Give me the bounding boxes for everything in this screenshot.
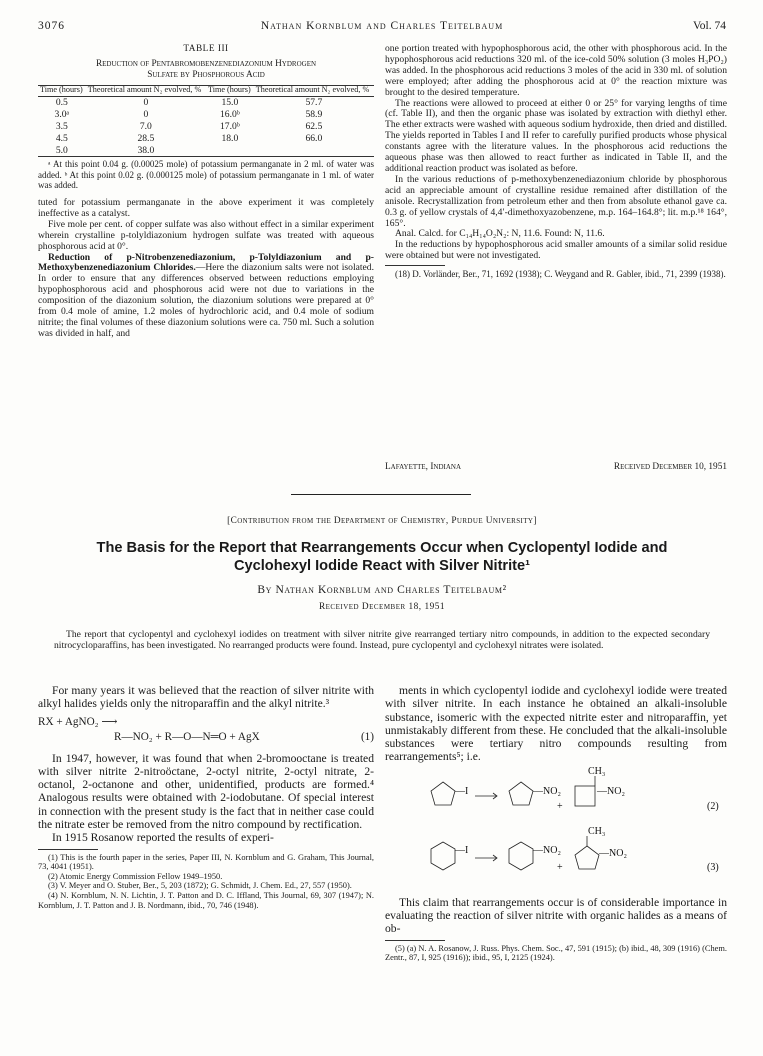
table-cell: 16.0ᵇ	[219, 109, 240, 121]
article-received: Received December 18, 1951	[318, 602, 446, 612]
received-date: Received December 10, 1951	[613, 462, 727, 472]
table-cell	[254, 145, 374, 157]
paragraph: In the reductions by hypophosphorous acid smaller amounts of a similar solid residue were obtained but were not investigated.	[385, 239, 727, 262]
article-title	[38, 540, 726, 575]
paragraph: The reactions were allowed to proceed at either 0 or 25° for varying lengths of time (cf. Table II), and then the organic phase was isolated by extraction with diethyl ether. The ether extracts were washed with aqueous sodium hydroxide, then dried and distilled. The yields reported in Tables I and II refer to carefully purified products whose physical constants agree with the literature values. In the phosphorous acid reductions the aqueous phase was then allowed to react further as indicated in Table II, and the additional reaction product was isolated as before.	[385, 97, 727, 174]
article-divider	[291, 494, 471, 495]
table-cell: 58.9	[305, 109, 323, 121]
table-caption-line-2: Sulfate by Phosphorous Acid	[147, 70, 265, 81]
paragraph: For many years it was believed that the reaction of silver nitrite with alkyl halides yields only the nitroparaffin and the alkyl nitrite.³	[38, 684, 374, 711]
running-header	[38, 20, 726, 36]
table-cell: 0	[143, 97, 149, 109]
upper-right-column	[385, 44, 727, 279]
paragraph: one portion treated with hypophosphorous acid, the other with phosphorous acid. In the hypophosphorous acid reductions 320 ml. of the ice-cold 50% solution (3 moles H₃PO₂) was added. In the phosphorous acid reductions 3 moles of the acid in 330 ml. of solution were employed; after adding the phosphorous acid at 0° the reaction mixture was brought to the desired temperature.	[385, 43, 727, 98]
paragraph: Five mole per cent. of copper sulfate was also without effect in a similar experiment wherein crystalline p-tolyldiazonium hydrogen sulfate was treated with aqueous phosphorous acid at 0°.	[38, 218, 374, 252]
footnote: (4) N. Kornblum, N. N. Lichtin, J. T. Patton and D. C. Iffland, This Journal, 69, 307 (1947); N. Kornblum, J. T. Patton and J. B. Nordmann, ibid., 70, 746 (1948).	[38, 891, 374, 910]
footnote: (5) (a) N. A. Rosanow, J. Russ. Phys. Chem. Soc., 47, 591 (1915); (b) ibid., 48, 309 (1916) (Chem. Zentr., 87, I, 925 (1916)); ibid., 95, I, 2125 (1924).	[385, 943, 727, 963]
column-header: Time (hours)	[38, 85, 86, 97]
table-footnote	[38, 159, 374, 190]
table-cell: 0.5	[55, 97, 68, 109]
paragraph: In the various reductions of p-methoxybenzenediazonium chloride by phosphorous acid an appreciable amount of crystalline residue remained after distillation of the anisole. Recrystallization from petroleum ether and then from absolute ethanol gave ca. 0.3 g. of yellow crystals of 4,4′-dimethoxyazobenzene, m.p. 164–164.8°; lit. m.p.¹⁸ 164°, 165°.	[385, 173, 727, 229]
table-row	[38, 133, 374, 145]
upper-left-column	[38, 44, 374, 340]
table-cell: 5.0	[38, 145, 86, 157]
footnote-text: (18) D. Vorländer, Ber., 71, 1692 (1938); C. Weygand and R. Gabler, ibid., 71, 2399 (1938).	[395, 269, 726, 280]
table-row	[38, 97, 374, 109]
data-table	[38, 85, 374, 157]
table-cell: 28.5	[137, 132, 155, 144]
nitro-substituent: —NO₂	[533, 844, 561, 856]
location: Lafayette, Indiana	[385, 462, 462, 472]
table-footnote-text: ᵃ At this point 0.04 g. (0.00025 mole) of potassium permanganate in 2 ml. of water was added. ᵇ At this point 0.02 g. (0.000125 mole) of potassium permanganate in 1 ml. of water was added.	[38, 159, 374, 190]
paragraph: tuted for potassium permanganate in the above experiment it was completely ineffective as a catalyst.	[38, 197, 374, 219]
methyl-label: CH₃	[588, 825, 606, 837]
table-caption	[38, 59, 374, 82]
reaction-scheme	[385, 764, 727, 896]
table-row	[38, 109, 374, 121]
equation-number-3: (3)	[707, 861, 719, 873]
nitro-substituent: —NO₂	[533, 785, 561, 797]
paragraph	[38, 253, 374, 340]
table-cell: 4.5	[55, 132, 68, 144]
table-row	[38, 145, 374, 157]
abstract: The report that cyclopentyl and cyclohexyl iodides on treatment with silver nitrite give rearranged tertiary nitro compounds, in addition to the expected secondary nitrocycloparaffins, has been investigated. No rearranged products were found. Instead, pure cyclopentyl and cyclohexyl nitrates were isolated.	[54, 629, 710, 651]
plus-sign: +	[557, 861, 563, 873]
contribution-line: [Contribution from the Department of Chemistry, Purdue University]	[227, 516, 537, 526]
page-number: 3076	[38, 20, 65, 32]
cyclopentyl-iodide-structure	[431, 782, 455, 805]
section-heading: Reduction of p-Nitrobenzenediazonium, p-Tolyldiazonium and p-Methoxybenzenediazonium Chlorides.	[38, 251, 374, 274]
table-cell: 7.0	[139, 121, 152, 132]
footnote-18	[385, 269, 727, 279]
table-cell: 3.5	[55, 121, 68, 132]
equation-1	[38, 716, 374, 748]
footnote-rule	[385, 940, 445, 941]
footnote: (1) This is the fourth paper in the series, Paper III, N. Kornblum and G. Graham, This Journal, 73, 4041 (1951).	[38, 852, 374, 872]
nitrocyclohexane-structure	[509, 842, 533, 870]
footnote-rule	[385, 265, 445, 266]
nitro-substituent: —NO₂	[597, 785, 625, 797]
table-cell: 18.0	[221, 132, 239, 144]
analysis-line: Anal. Calcd. for C₁₄H₁₄O₂N₂: N, 11.6. Found: N, 11.6.	[395, 228, 605, 240]
nitro-substituent: —NO₂	[599, 847, 627, 859]
body-left-column	[38, 684, 374, 910]
iodo-substituent: —I	[455, 785, 469, 797]
volume-label: Vol. 74	[692, 20, 726, 32]
footnote-rule	[38, 849, 98, 850]
equation-rhs: R—NO₂ + R—O—N═O + AgX	[114, 730, 260, 743]
table-cell: 17.0ᵇ	[219, 121, 240, 132]
table-caption-line-1: Reduction of Pentabromobenzenediazonium Hydrogen	[95, 58, 317, 69]
equation-lhs: RX + AgNO₂ ⟶	[38, 715, 118, 728]
running-title: Nathan Kornblum and Charles Teitelbaum	[260, 20, 504, 32]
reaction-arrow	[475, 793, 497, 799]
table-cell: 0	[143, 109, 149, 121]
table-title: TABLE III	[183, 44, 229, 54]
iodo-substituent: —I	[455, 844, 469, 856]
table-cell: 15.0	[221, 97, 239, 109]
methyl-label: CH₃	[588, 765, 606, 777]
article-title-line-1: The Basis for the Report that Rearrangements Occur when Cyclopentyl Iodide and	[96, 540, 668, 556]
table-cell: 66.0	[305, 132, 323, 144]
table-cell	[206, 145, 254, 157]
table-cell: 3.0ᵃ	[54, 109, 70, 121]
paragraph: In 1915 Rosanow reported the results of experi-	[52, 831, 274, 845]
paragraph: In 1947, however, it was found that when 2-bromooctane is treated with silver nitrite 2-nitroöctane, 2-octyl nitrite, 2-octyl nitrate, 2-octanol, 2-octanone and other, unidentified, products are formed.⁴ Analogous results were obtained with 2-iodobutane. Of special interest in connection with the present study is the fact that in neither case could the nitrate ester be removed from the nitro compound by rectification.	[38, 751, 374, 832]
table-cell: 62.5	[305, 121, 323, 132]
body-right-column	[385, 684, 727, 963]
column-header: Theoretical amount N₂ evolved, %	[86, 85, 206, 97]
plus-sign: +	[557, 800, 563, 812]
footnotes	[385, 944, 727, 963]
paragraph-text: —Here the diazonium salts were not isolated. In order to ensure that any differences observed between reductions employing hypophosphorous acid and phosphorous acid were not due to variations in the composition of the diazonium solution, the diazonium solutions were prepared at 0° from 0.4 mole of amine, 1.2 moles of hydrochloric acid, and 0.4 mole of sodium nitrite; the final volumes of these diazonium solutions were ca. 750 ml. Such a solution was divided in half, and	[38, 262, 374, 339]
nitrocyclopentane-structure	[509, 782, 533, 805]
table-cell: 38.0	[86, 145, 206, 157]
equation-number: (1)	[360, 730, 374, 743]
column-header: Time (hours)	[206, 85, 254, 97]
equation-number-2: (2)	[707, 800, 719, 812]
reaction-arrow	[475, 855, 497, 861]
column-header: Theoretical amount N₂ evolved, %	[254, 85, 374, 97]
article-authors: By Nathan Kornblum and Charles Teitelbaum²	[257, 584, 507, 596]
table-row	[38, 121, 374, 133]
footnote: (2) Atomic Energy Commission Fellow 1949–1950.	[48, 871, 223, 881]
methylnitrocyclobutane-structure	[575, 776, 595, 806]
footnotes	[38, 853, 374, 911]
footnote: (3) V. Meyer and O. Stuber, Ber., 5, 203 (1872); G. Schmidt, J. Chem. Ed., 27, 557 (1950).	[48, 881, 352, 891]
cyclohexyl-iodide-structure	[431, 842, 455, 870]
methylnitrocyclopentane-structure	[575, 836, 599, 869]
paragraph: This claim that rearrangements occur is of considerable importance in evaluating the reaction of silver nitrite with organic halides as a means of ob-	[385, 895, 727, 936]
paragraph: ments in which cyclopentyl iodide and cyclohexyl iodide were treated with silver nitrite. In each instance he obtained an alkali-insoluble substance, isomeric with the expected nitrite ester and nitroparaffin, yet unmistakably different from these. He concluded that the alkali-insoluble substances were tertiary nitro compounds resulting from rearrangements⁵; i.e.	[385, 684, 727, 764]
article-title-line-2: Cyclohexyl Iodide React with Silver Nitrite¹	[233, 557, 530, 574]
table-cell: 57.7	[305, 97, 323, 109]
